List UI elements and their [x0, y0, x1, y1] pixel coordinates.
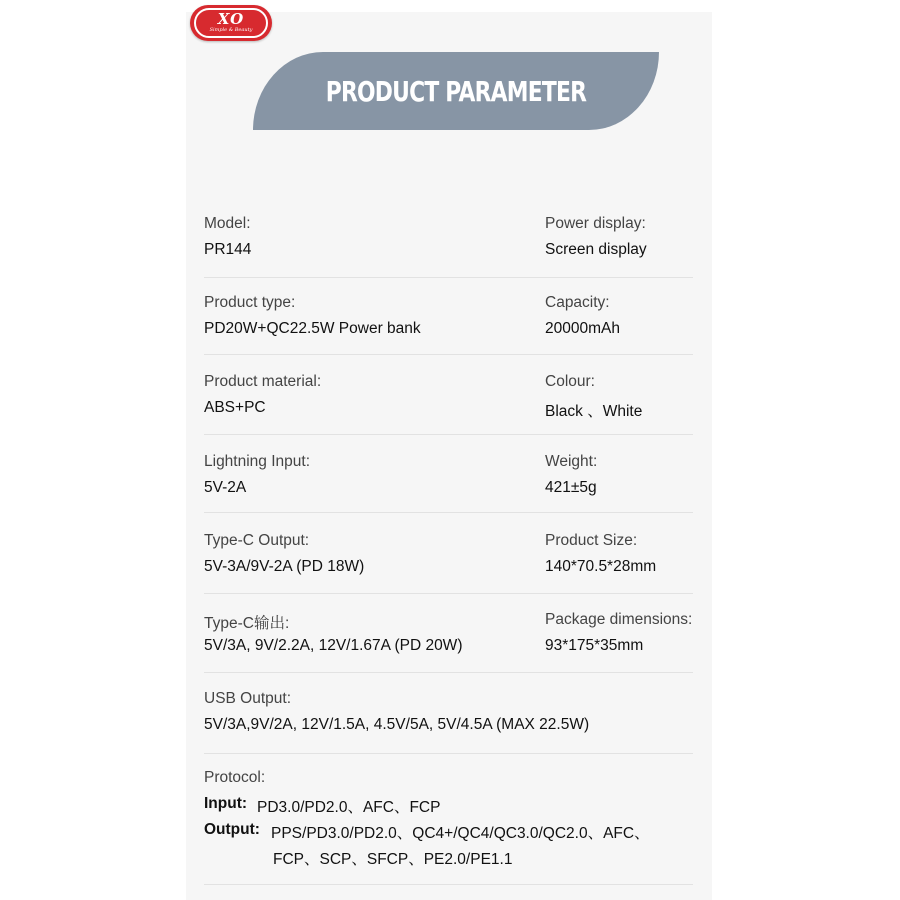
spec-value-lightning-input: 5V-2A	[204, 479, 247, 496]
protocol-output-value-line2: FCP、SCP、SFCP、PE2.0/PE1.1	[273, 851, 513, 868]
logo-tagline: Simple & Beauty	[209, 27, 253, 33]
protocol-output-key: Output:	[204, 821, 260, 838]
spec-value-package-dimensions: 93*175*35mm	[545, 637, 644, 654]
spec-label-power-display: Power display:	[545, 215, 646, 232]
spec-value-weight: 421±5g	[545, 479, 597, 496]
spec-value-power-display: Screen display	[545, 241, 647, 258]
spec-label-model: Model:	[204, 215, 251, 232]
protocol-input-key: Input:	[204, 795, 248, 812]
spec-label-lightning-input: Lightning Input:	[204, 453, 311, 470]
spec-value-model: PR144	[204, 241, 252, 258]
spec-label-typec-output: Type-C Output:	[204, 532, 310, 549]
divider	[204, 512, 693, 513]
page-title: PRODUCT PARAMETER	[325, 74, 587, 108]
spec-label-colour: Colour:	[545, 373, 595, 390]
spec-value-colour: Black 、White	[545, 403, 643, 420]
spec-label-usb-output: USB Output:	[204, 690, 292, 707]
spec-label-protocol: Protocol:	[204, 769, 266, 786]
divider	[204, 354, 693, 355]
spec-label-product-size: Product Size:	[545, 532, 638, 549]
spec-value-product-type: PD20W+QC22.5W Power bank	[204, 320, 421, 337]
logo-mark: XO	[217, 10, 245, 28]
divider	[204, 753, 693, 754]
protocol-output-value-line1: PPS/PD3.0/PD2.0、QC4+/QC4/QC3.0/QC2.0、AFC、	[271, 825, 650, 842]
spec-value-typec-output-cn: 5V/3A, 9V/2.2A, 12V/1.67A (PD 20W)	[204, 637, 463, 654]
spec-label-capacity: Capacity:	[545, 294, 610, 311]
spec-value-capacity: 20000mAh	[545, 320, 620, 337]
divider	[204, 884, 693, 885]
spec-value-typec-output: 5V-3A/9V-2A (PD 18W)	[204, 558, 365, 575]
spec-label-product-type: Product type:	[204, 294, 296, 311]
spec-value-usb-output: 5V/3A,9V/2A, 12V/1.5A, 4.5V/5A, 5V/4.5A (MAX 22.5W)	[204, 716, 590, 733]
spec-label-material: Product material:	[204, 373, 322, 390]
title-banner	[253, 52, 659, 130]
protocol-input-value: PD3.0/PD2.0、AFC、FCP	[257, 799, 441, 816]
spec-label-weight: Weight:	[545, 453, 598, 470]
spec-value-product-size: 140*70.5*28mm	[545, 558, 657, 575]
divider	[204, 434, 693, 435]
divider	[204, 593, 693, 594]
spec-label-package-dimensions: Package dimensions:	[545, 611, 693, 628]
divider	[204, 672, 693, 673]
brand-logo	[190, 5, 272, 41]
spec-value-material: ABS+PC	[204, 399, 266, 416]
spec-label-typec-output-cn: Type-C输出:	[204, 615, 290, 632]
divider	[204, 277, 693, 278]
